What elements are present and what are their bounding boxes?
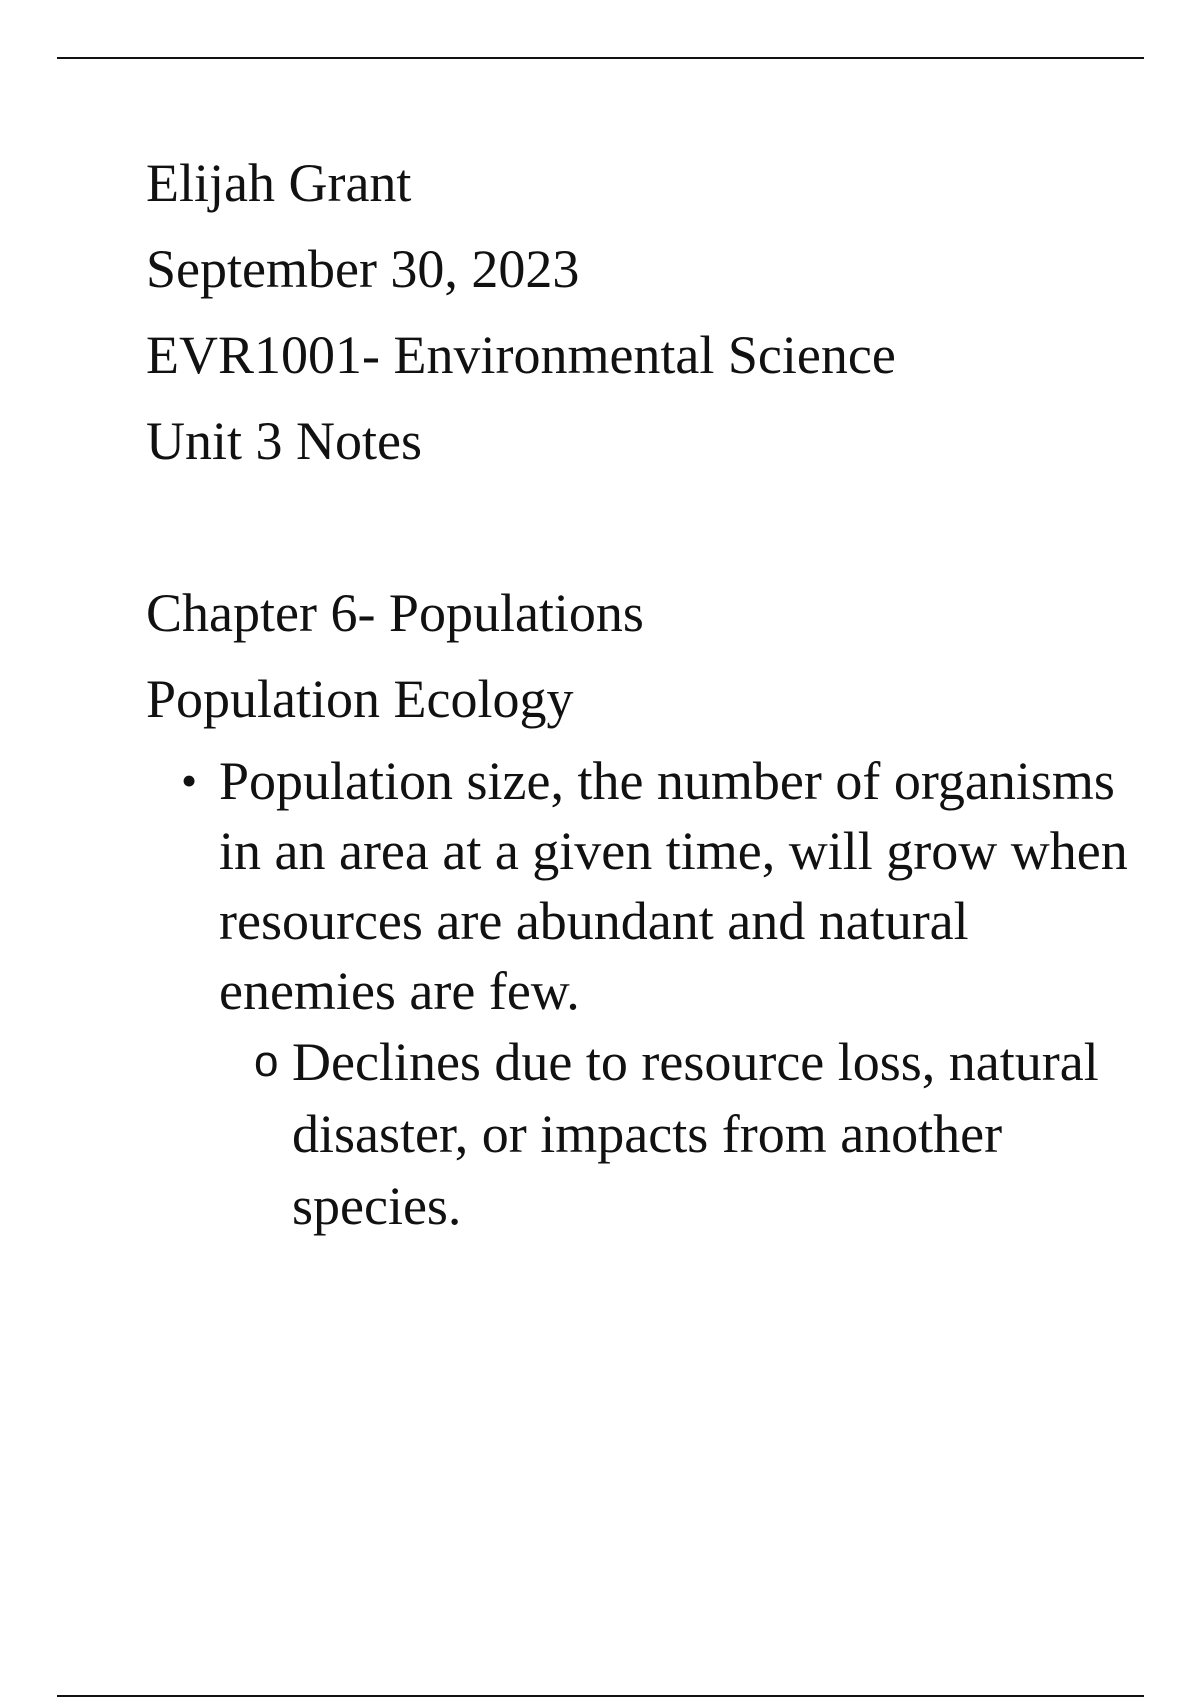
spacer [146,484,1146,570]
sub-list-item [254,1026,1152,1242]
bullet-marker: • [181,755,198,806]
chapter-title: Chapter 6- Populations [146,583,644,643]
unit-title: Unit 3 Notes [146,411,422,471]
sub-bullet-marker: o [254,1037,279,1086]
list-item [181,746,1159,1242]
sub-list-item-text: Declines due to resource loss, natural disaster, or impacts from another species. [292,1032,1099,1236]
student-name: Elijah Grant [146,153,412,213]
section-heading: Population Ecology [146,669,574,729]
course-title: EVR1001- Environmental Science [146,325,896,385]
bottom-rule [57,1695,1144,1697]
list-item-text: Population size, the number of organisms in an area at a given time, will grow when resources are abundant and natural enemies are few. [219,751,1128,1021]
document-date: September 30, 2023 [146,239,580,299]
document-body [146,140,1146,1242]
top-rule [57,57,1144,59]
